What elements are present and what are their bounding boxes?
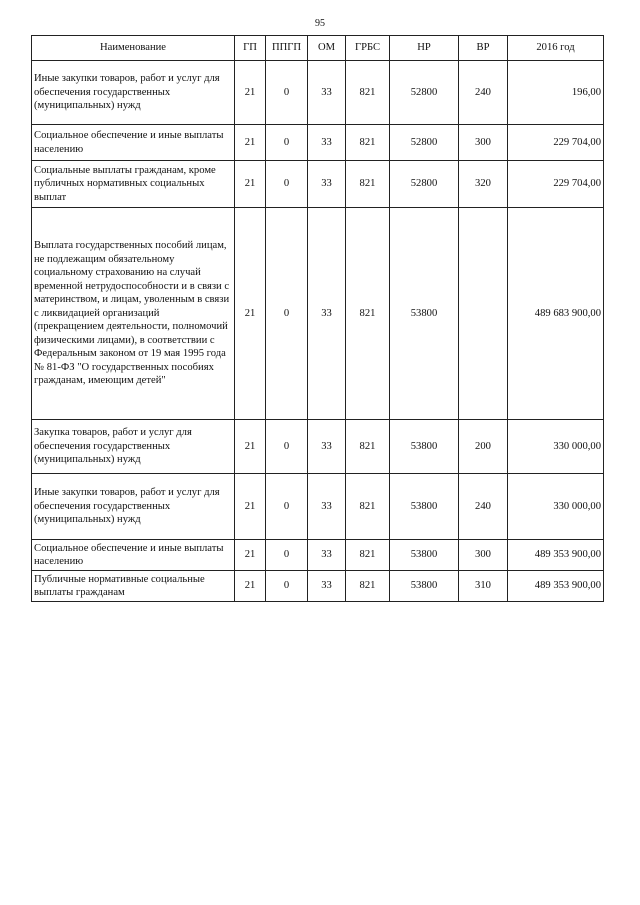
table-row xyxy=(32,161,604,208)
row-name: Иные закупки товаров, работ и услуг для обеспечения государственных (муниципальных) нужд xyxy=(32,61,235,125)
cell-grbs: 821 xyxy=(346,208,390,420)
cell-ppgp: 0 xyxy=(266,161,308,208)
cell-amount: 196,00 xyxy=(508,61,604,125)
row-name: Публичные нормативные социальные выплаты гражданам xyxy=(32,571,235,602)
header-year: 2016 год xyxy=(508,36,604,61)
cell-nr: 53800 xyxy=(390,420,459,474)
table-row xyxy=(32,474,604,540)
cell-amount: 229 704,00 xyxy=(508,125,604,161)
cell-gp: 21 xyxy=(235,208,266,420)
cell-gp: 21 xyxy=(235,420,266,474)
cell-grbs: 821 xyxy=(346,161,390,208)
cell-gp: 21 xyxy=(235,474,266,540)
header-name: Наименование xyxy=(32,36,235,61)
cell-om: 33 xyxy=(308,208,346,420)
cell-vr: 300 xyxy=(459,125,508,161)
cell-om: 33 xyxy=(308,540,346,571)
cell-om: 33 xyxy=(308,161,346,208)
cell-vr: 240 xyxy=(459,474,508,540)
header-ppgp: ППГП xyxy=(266,36,308,61)
cell-gp: 21 xyxy=(235,571,266,602)
cell-om: 33 xyxy=(308,474,346,540)
cell-ppgp: 0 xyxy=(266,208,308,420)
cell-nr: 53800 xyxy=(390,540,459,571)
cell-amount: 489 683 900,00 xyxy=(508,208,604,420)
cell-vr: 310 xyxy=(459,571,508,602)
cell-amount: 489 353 900,00 xyxy=(508,571,604,602)
cell-om: 33 xyxy=(308,420,346,474)
cell-vr xyxy=(459,208,508,420)
row-name: Социальные выплаты гражданам, кроме публичных нормативных социальных выплат xyxy=(32,161,235,208)
cell-gp: 21 xyxy=(235,61,266,125)
page-number: 95 xyxy=(315,18,325,29)
row-name: Выплата государственных пособий лицам, не подлежащим обязательному социальному страхованию на случай временной нетрудоспособности и в связи с материнством, и лицам, уволенным в связи с ликвидацией организаций (прекращением деятельности, полномочий физическими лицами), в соответствии с Федеральным законом от 19 мая 1995 года № 81-ФЗ "О государственных пособиях гражданам, имеющим детей" xyxy=(32,208,235,420)
cell-ppgp: 0 xyxy=(266,125,308,161)
budget-table xyxy=(31,35,604,602)
cell-amount: 330 000,00 xyxy=(508,474,604,540)
row-name: Социальное обеспечение и иные выплаты населению xyxy=(32,540,235,571)
header-grbs: ГРБС xyxy=(346,36,390,61)
cell-nr: 52800 xyxy=(390,125,459,161)
cell-ppgp: 0 xyxy=(266,474,308,540)
row-name: Социальное обеспечение и иные выплаты населению xyxy=(32,125,235,161)
header-vr: ВР xyxy=(459,36,508,61)
cell-gp: 21 xyxy=(235,161,266,208)
cell-nr: 53800 xyxy=(390,208,459,420)
cell-ppgp: 0 xyxy=(266,571,308,602)
cell-vr: 320 xyxy=(459,161,508,208)
cell-nr: 52800 xyxy=(390,61,459,125)
row-name: Закупка товаров, работ и услуг для обеспечения государственных (муниципальных) нужд xyxy=(32,420,235,474)
cell-grbs: 821 xyxy=(346,540,390,571)
cell-nr: 52800 xyxy=(390,161,459,208)
table-row xyxy=(32,540,604,571)
cell-ppgp: 0 xyxy=(266,540,308,571)
cell-om: 33 xyxy=(308,61,346,125)
cell-amount: 229 704,00 xyxy=(508,161,604,208)
cell-vr: 300 xyxy=(459,540,508,571)
cell-gp: 21 xyxy=(235,125,266,161)
header-om: ОМ xyxy=(308,36,346,61)
cell-grbs: 821 xyxy=(346,420,390,474)
row-name: Иные закупки товаров, работ и услуг для обеспечения государственных (муниципальных) нужд xyxy=(32,474,235,540)
cell-ppgp: 0 xyxy=(266,61,308,125)
cell-vr: 240 xyxy=(459,61,508,125)
table-row xyxy=(32,208,604,420)
cell-grbs: 821 xyxy=(346,474,390,540)
cell-amount: 489 353 900,00 xyxy=(508,540,604,571)
table-row xyxy=(32,125,604,161)
cell-grbs: 821 xyxy=(346,571,390,602)
table-row xyxy=(32,571,604,602)
cell-nr: 53800 xyxy=(390,474,459,540)
cell-gp: 21 xyxy=(235,540,266,571)
cell-om: 33 xyxy=(308,571,346,602)
cell-om: 33 xyxy=(308,125,346,161)
header-nr: НР xyxy=(390,36,459,61)
cell-grbs: 821 xyxy=(346,125,390,161)
cell-grbs: 821 xyxy=(346,61,390,125)
cell-amount: 330 000,00 xyxy=(508,420,604,474)
cell-nr: 53800 xyxy=(390,571,459,602)
cell-vr: 200 xyxy=(459,420,508,474)
cell-ppgp: 0 xyxy=(266,420,308,474)
header-row xyxy=(32,36,604,61)
header-gp: ГП xyxy=(235,36,266,61)
table-row xyxy=(32,61,604,125)
table-row xyxy=(32,420,604,474)
